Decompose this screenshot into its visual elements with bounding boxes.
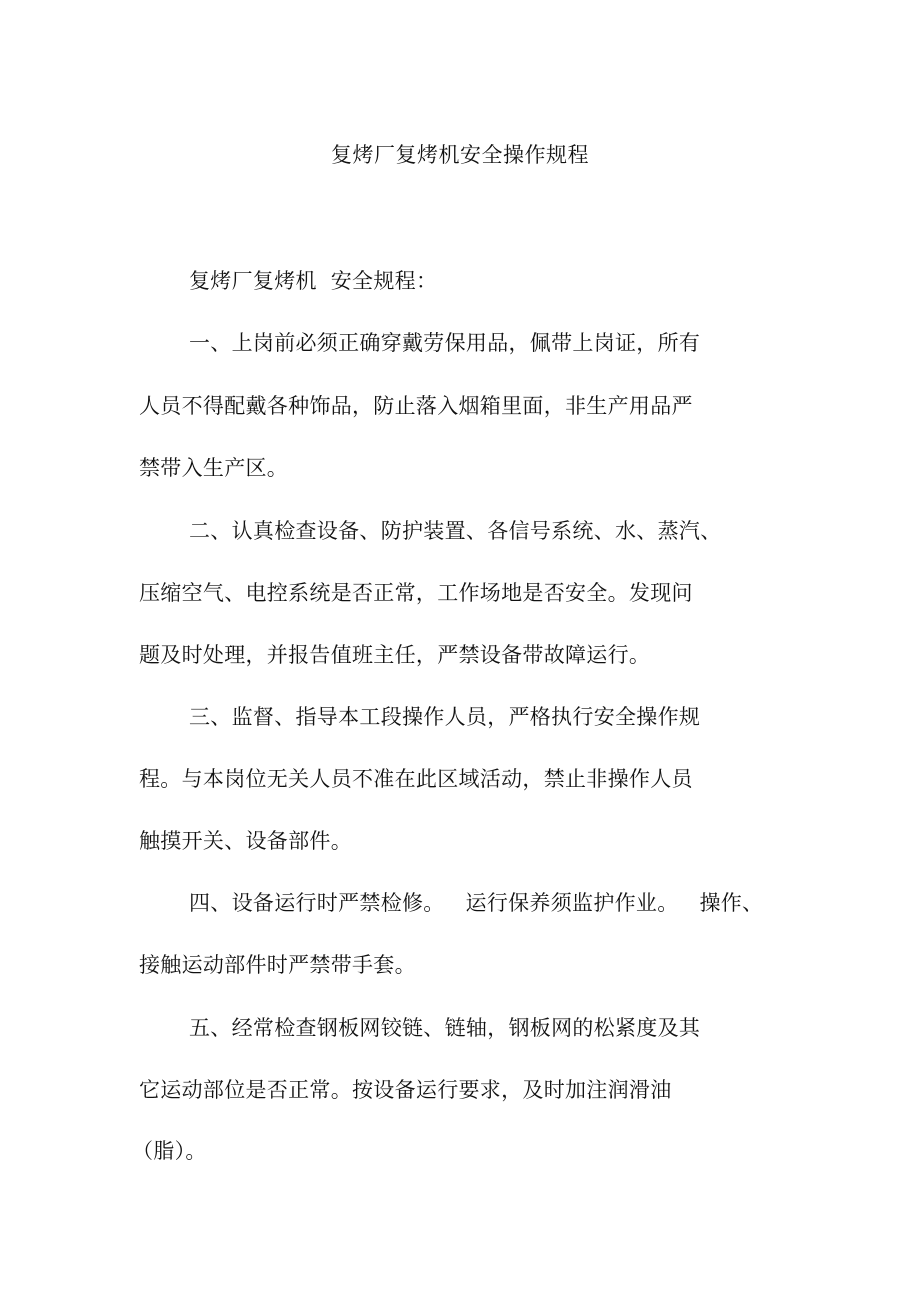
rule-2-line-1: 二、认真检查设备、防护装置、各信号系统、水、蒸汽、 (189, 519, 722, 543)
rule-5-line-3: （脂）。 (132, 1139, 207, 1163)
document-title: 复烤厂复烤机安全操作规程 (331, 143, 589, 167)
section-heading: 复烤厂复烤机 安全规程： (189, 269, 438, 293)
rule-1-line-2: 人员不得配戴各种饰品，防止落入烟箱里面，非生产用品严 (139, 394, 693, 418)
rule-2-line-2: 压缩空气、电控系统是否正常，工作场地是否安全。发现问 (139, 581, 693, 605)
rule-5-line-2: 它运动部位是否正常。按设备运行要求，及时加注润滑油 (139, 1078, 672, 1102)
rule-3-line-2: 程。与本岗位无关人员不准在此区域活动，禁止非操作人员 (139, 767, 693, 791)
rule-4-line-2: 接触运动部件时严禁带手套。 (139, 953, 416, 977)
rule-5-line-1: 五、经常检查钢板网铰链、链轴，钢板网的松紧度及其 (189, 1016, 701, 1040)
rule-4-line-1: 四、设备运行时严禁检修。 运行保养须监护作业。 操作、 (189, 891, 764, 915)
rule-1-line-1: 一、上岗前必须正确穿戴劳保用品，佩带上岗证，所有 (189, 331, 701, 355)
rule-3-line-3: 触摸开关、设备部件。 (139, 829, 352, 853)
rule-3-line-1: 三、监督、指导本工段操作人员，严格执行安全操作规 (189, 705, 701, 729)
rule-1-line-3: 禁带入生产区。 (139, 456, 289, 480)
rule-2-line-3: 题及时处理，并报告值班主任，严禁设备带故障运行。 (139, 643, 651, 667)
